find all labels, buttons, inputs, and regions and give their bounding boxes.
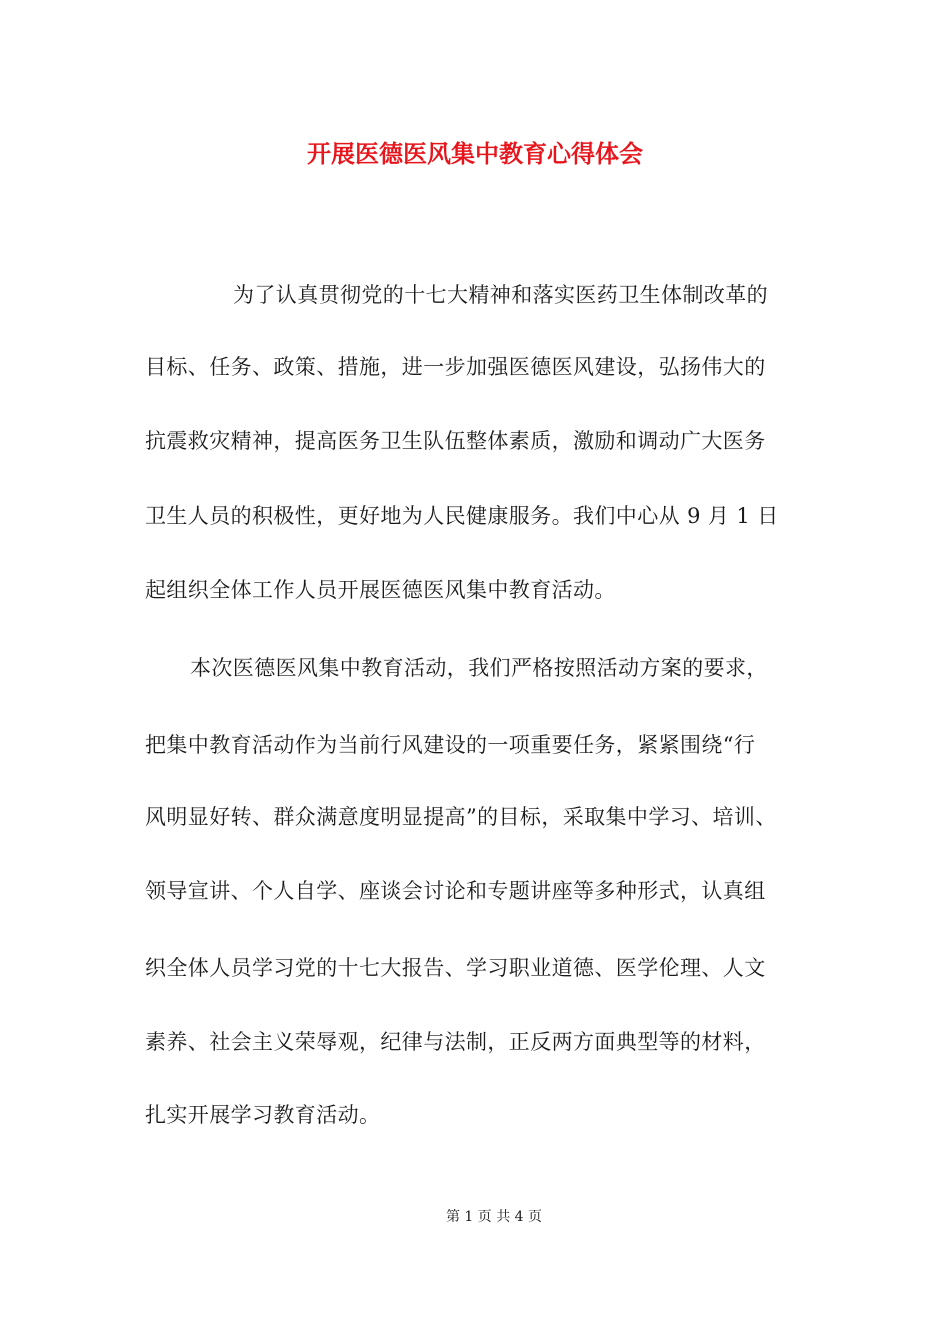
body-line: 把集中教育活动作为当前行风建设的一项重要任务，紧紧围绕“行 [145,733,756,757]
body-line: 目标、任务、政策、措施，进一步加强医德医风建设，弘扬伟大的 [145,355,766,379]
body-line: 抗震救灾精神，提高医务卫生队伍整体素质，激励和调动广大医务 [145,429,766,453]
body-line: 扎实开展学习教育活动。 [145,1103,381,1127]
body-line: 本次医德医风集中教育活动，我们严格按照活动方案的要求， [190,656,768,680]
body-line: 领导宣讲、个人自学、座谈会讨论和专题讲座等多种形式，认真组 [145,879,766,903]
body-line: 为了认真贯彻党的十七大精神和落实医药卫生体制改革的 [233,283,768,307]
document-title: 开展医德医风集中教育心得体会 [307,139,643,168]
body-line: 起组织全体工作人员开展医德医风集中教育活动。 [145,578,616,602]
body-line: 织全体人员学习党的十七大报告、学习职业道德、医学伦理、人文 [145,956,766,980]
body-line: 风明显好转、群众满意度明显提高”的目标，采取集中学习、培训、 [145,805,777,829]
body-line: 卫生人员的积极性，更好地为人民健康服务。我们中心从 9 月 1 日 [145,504,779,528]
page-number-footer: 第 1 页 共 4 页 [445,1209,543,1225]
body-line: 素养、社会主义荣辱观，纪律与法制，正反两方面典型等的材料， [145,1030,766,1054]
